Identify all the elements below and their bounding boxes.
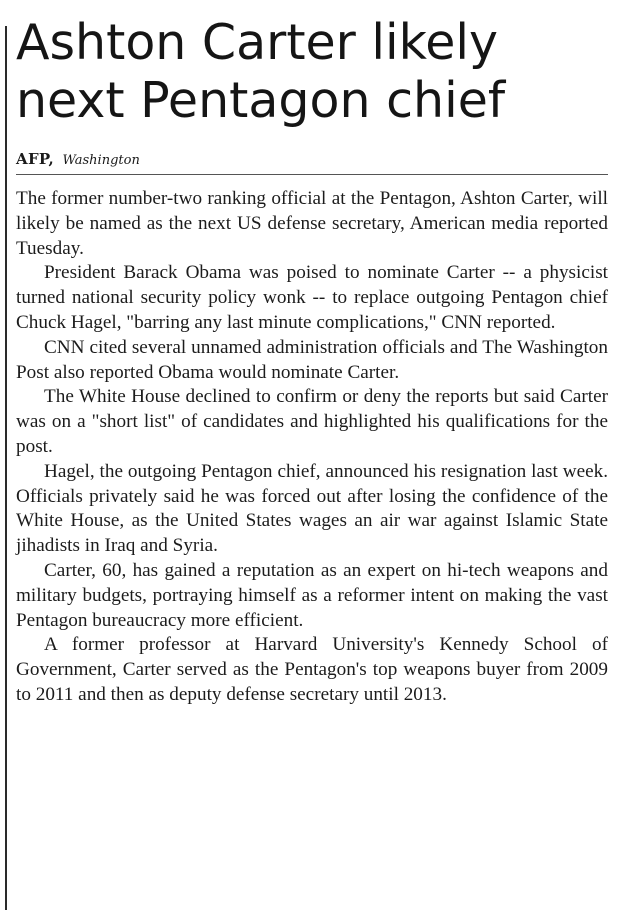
paragraph-4: The White House declined to confirm or deny the reports but said Carter was on a "short list" of candidates and highlighted his qualifications for the post. [16, 386, 608, 457]
headline-line-2: next Pentagon chief [16, 72, 506, 129]
paragraph-3: CNN cited several unnamed administration officials and The Washington Post also reported Obama would nominate Carter. [16, 336, 608, 383]
column-rule [5, 26, 7, 910]
article-body [16, 187, 608, 708]
byline [16, 148, 608, 170]
headline [16, 14, 608, 130]
paragraph-1: The former number-two ranking official at the Pentagon, Ashton Carter, will likely be named as the next US defense secretary, American media reported Tuesday. [16, 188, 608, 259]
byline-divider [16, 174, 608, 175]
news-article [16, 0, 608, 708]
paragraph-2: President Barack Obama was poised to nominate Carter -- a physicist turned national security policy wonk -- to replace outgoing Pentagon chief Chuck Hagel, "barring any last minute complications," CNN reported. [16, 262, 608, 333]
paragraph-7: A former professor at Harvard University's Kennedy School of Government, Carter served as the Pentagon's top weapons buyer from 2009 to 2011 and then as deputy defense secretary until 2013. [16, 634, 608, 705]
paragraph-6: Carter, 60, has gained a reputation as an expert on hi-tech weapons and military budgets, portraying himself as a reformer intent on making the vast Pentagon bureaucracy more efficient. [16, 559, 608, 631]
paragraph-5: Hagel, the outgoing Pentagon chief, announced his resignation last week. Officials privately said he was forced out after losing the confidence of the White House, as the United States wages an air war against Islamic State jihadists in Iraq and Syria. [16, 460, 608, 557]
byline-agency: AFP, [16, 150, 55, 168]
byline-dateline: Washington [62, 153, 140, 168]
headline-line-1: Ashton Carter likely [16, 14, 499, 71]
